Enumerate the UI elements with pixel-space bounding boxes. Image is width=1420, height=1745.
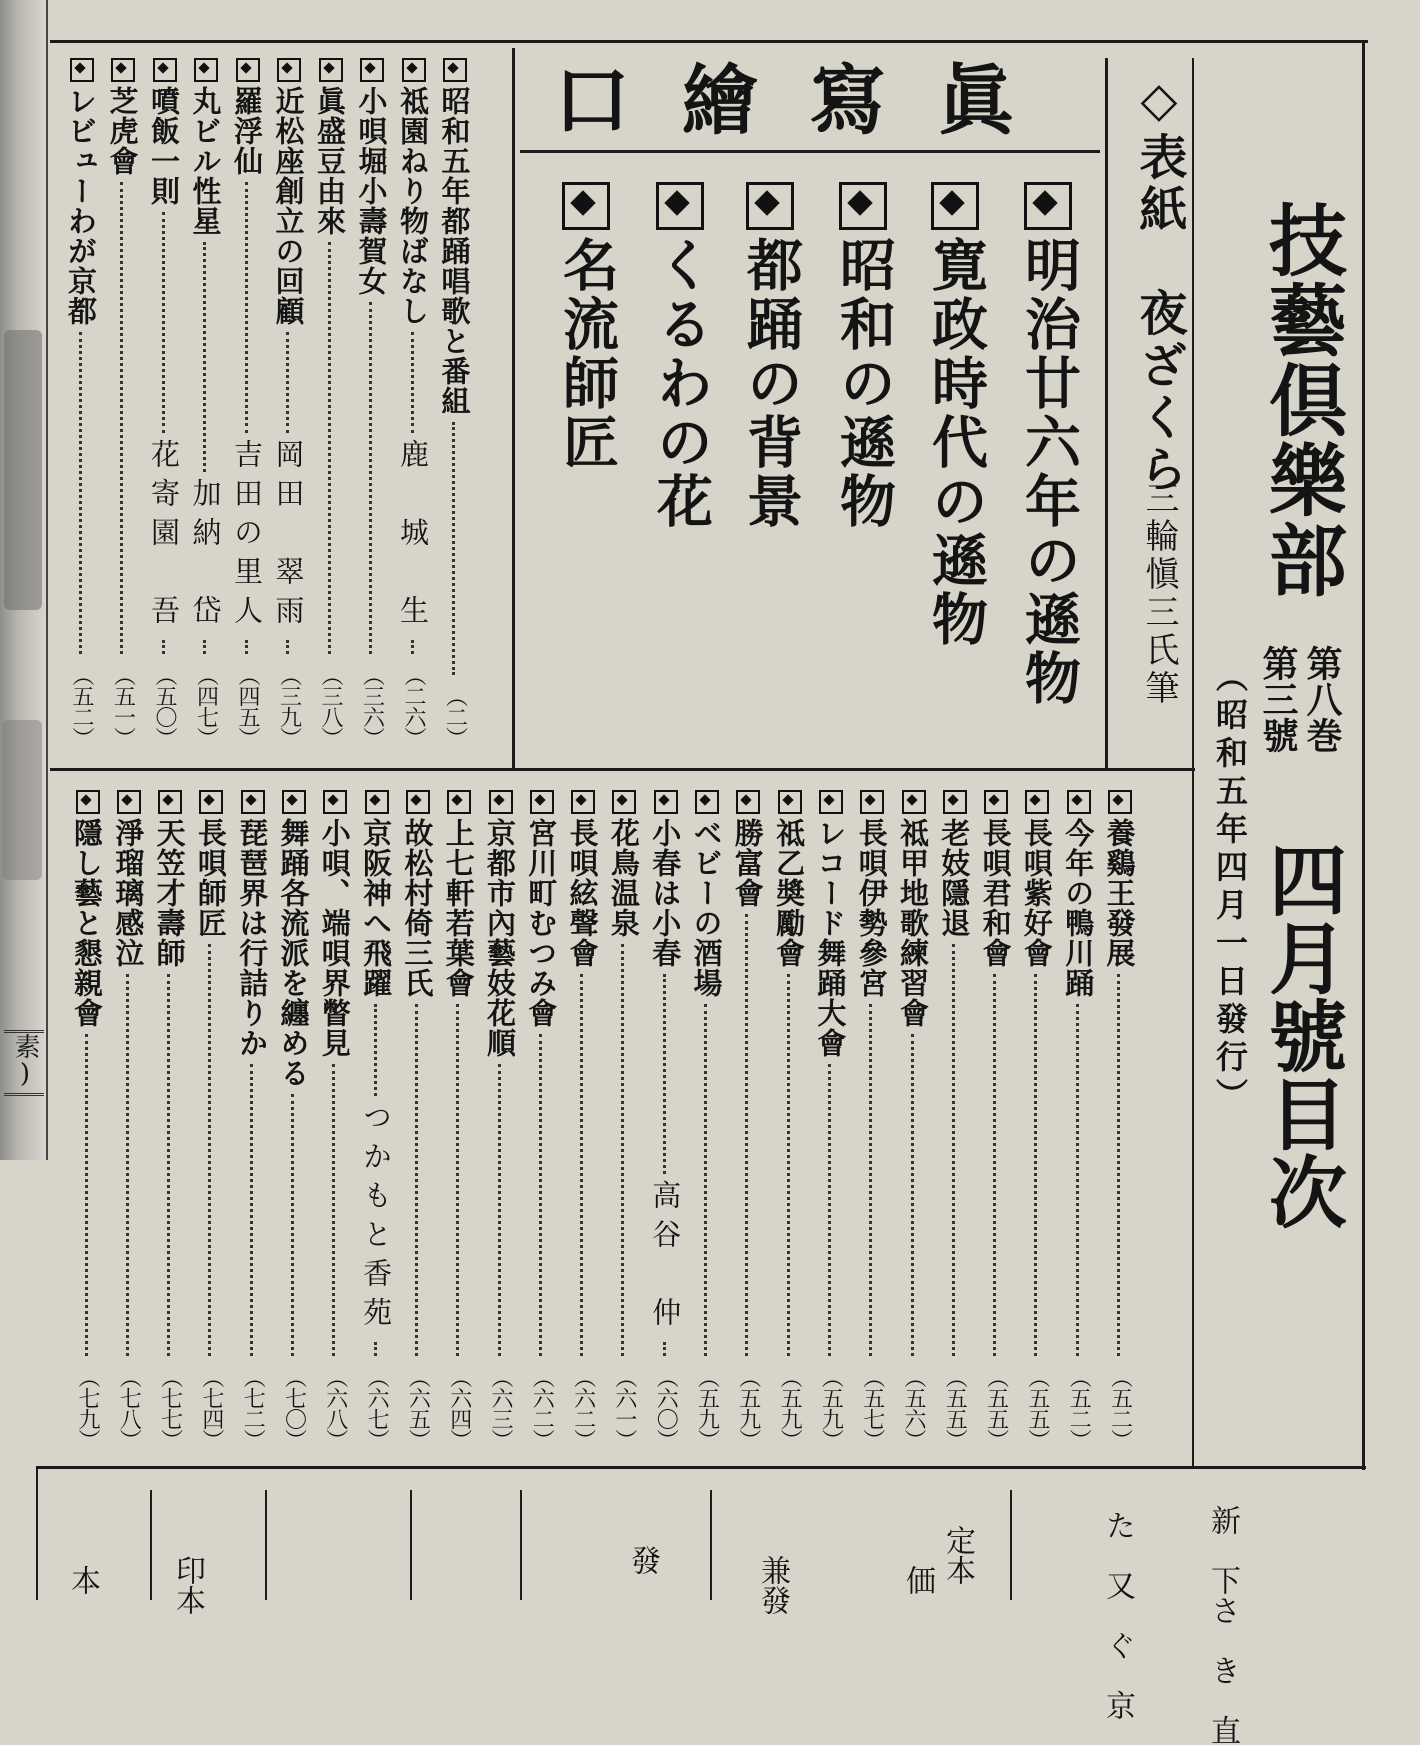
toc-title: 淨瑠璃感泣 <box>111 818 146 968</box>
toc-page-number: （五〇） <box>152 664 177 748</box>
issue-number: 第三號 <box>1257 645 1298 753</box>
leader-dots <box>1034 974 1040 1356</box>
photo-blur-top <box>4 330 42 610</box>
toc-page-number: （六二） <box>529 1366 555 1450</box>
toc-title: 祗園ねり物ばなし <box>396 86 430 326</box>
toc-page-number: （四七） <box>193 664 219 748</box>
leader-dots <box>828 1064 834 1356</box>
toc-page-number: （五二） <box>1107 1366 1133 1450</box>
colophon-price-2: 価 <box>900 1565 935 1595</box>
leader-dots <box>245 182 251 433</box>
diamond-box-icon <box>656 182 704 230</box>
toc-entry[interactable] <box>272 58 306 748</box>
diamond-box-icon <box>819 790 843 814</box>
diamond-box-icon <box>1025 790 1049 814</box>
colophon-notice-2: た 又 ぐ 京 <box>1100 1510 1135 1720</box>
diamond-box-icon <box>736 790 760 814</box>
diamond-box-icon <box>931 182 979 230</box>
diamond-box-icon <box>406 790 430 814</box>
diamond-box-icon <box>241 790 265 814</box>
diamond-box-icon <box>360 58 384 82</box>
diamond-box-icon <box>839 182 887 230</box>
colophon-divider-1 <box>1010 1490 1012 1600</box>
diamond-box-icon <box>199 790 223 814</box>
toc-title: 宮川町むつみ會 <box>524 818 559 1028</box>
toc-entry[interactable] <box>484 790 518 1450</box>
kuchie-divider <box>512 48 515 768</box>
toc-title: 羅浮仙 <box>230 86 264 176</box>
toc-page-number: （七九） <box>75 1366 100 1450</box>
toc-page-number: （七八） <box>116 1366 142 1450</box>
toc-page-number: （五九） <box>694 1366 720 1450</box>
diamond-box-icon <box>111 58 135 82</box>
kuchie-item-label: 明治廿六年の遜物 <box>1016 236 1081 708</box>
diamond-box-icon <box>277 58 301 82</box>
toc-title: 上七軒若葉會 <box>441 818 476 998</box>
toc-title: 芝虎會 <box>105 86 140 176</box>
toc-entry[interactable] <box>355 58 389 748</box>
leader-dots <box>374 1004 380 1096</box>
toc-title: 故松村倚三氏 <box>400 818 435 998</box>
toc-title: 祗甲地歌練習會 <box>896 818 930 1028</box>
publication-date: （昭和五年四月一日發行） <box>1211 660 1249 1116</box>
volume-info <box>1255 645 1343 860</box>
toc-author: 花寄園 吾 <box>147 439 181 634</box>
diamond-box-icon <box>158 790 182 814</box>
leader-dots <box>85 1034 91 1356</box>
toc-entry[interactable] <box>153 790 187 1450</box>
toc-title: 隱し藝と懇親會 <box>70 818 104 1028</box>
toc-author: 鹿 城 生 <box>396 439 430 634</box>
leader-dots <box>787 974 793 1356</box>
diamond-box-icon <box>1024 182 1072 230</box>
toc-title: 小唄、端唄界瞥見 <box>317 818 352 1058</box>
toc-entry[interactable] <box>314 58 348 748</box>
toc-title: 京阪神へ飛躍 <box>359 818 394 998</box>
leader-dots <box>539 1034 545 1356</box>
diamond-box-icon <box>860 790 884 814</box>
diamond-box-icon <box>282 790 306 814</box>
kuchie-item <box>730 182 810 531</box>
colophon-divider-3 <box>520 1490 522 1600</box>
photo-caption: 素) <box>4 1030 44 1096</box>
diamond-box-icon <box>778 790 802 814</box>
kuchie-item <box>640 182 720 531</box>
diamond-box-icon <box>70 58 94 82</box>
toc-entry[interactable] <box>71 790 105 1450</box>
toc-title: 天笠才壽師 <box>152 818 187 968</box>
toc-title: 琵琶界は行詰りか <box>235 818 270 1058</box>
toc-title: 勝富會 <box>730 818 765 908</box>
diamond-box-icon <box>1108 790 1132 814</box>
toc-page-number: （五二） <box>1066 1366 1092 1450</box>
toc-entry[interactable] <box>566 790 600 1450</box>
toc-page-number: （七四） <box>198 1366 224 1450</box>
diamond-box-icon <box>530 790 554 814</box>
toc-title: 昭和五年都踊唱歌と番組 <box>437 86 472 416</box>
toc-page-number: （六三） <box>488 1366 513 1450</box>
toc-page-number: （五六） <box>901 1366 926 1450</box>
toc-title: 長唄君和會 <box>978 818 1013 968</box>
leader-dots <box>452 422 458 675</box>
section-divider <box>50 768 1195 771</box>
toc-entry[interactable] <box>938 790 972 1450</box>
toc-page-number: （四五） <box>235 664 260 748</box>
toc-entry[interactable] <box>277 790 311 1450</box>
colophon-printer: 印本 <box>170 1555 205 1615</box>
toc-entry[interactable] <box>1103 790 1137 1450</box>
toc-page-number: （七〇） <box>281 1366 307 1450</box>
diamond-box-icon <box>943 790 967 814</box>
colophon-divider-2 <box>710 1490 712 1600</box>
toc-title: 近松座創立の回顧 <box>271 86 306 326</box>
colophon-notice: 新 下さ き 直 <box>1205 1505 1240 1745</box>
toc-page-number: （五九） <box>818 1366 844 1450</box>
toc-entry[interactable] <box>318 790 352 1450</box>
colophon-top <box>36 1466 1366 1469</box>
toc-page-number: （六五） <box>405 1366 431 1450</box>
toc-entry[interactable] <box>525 790 559 1450</box>
toc-author: 岡田 翠雨 <box>271 439 306 634</box>
leader-dots <box>1117 974 1123 1356</box>
toc-title: ベビーの酒場 <box>689 818 724 998</box>
leader-dots <box>869 1004 875 1356</box>
colophon-left-edge <box>36 1466 38 1600</box>
adjacent-photo-strip <box>0 0 48 1160</box>
toc-title: 祗乙奬勵會 <box>772 818 807 968</box>
toc-page-number: （五九） <box>777 1366 803 1450</box>
kuchie-item-label: 寛政時代の遜物 <box>923 236 988 649</box>
leader-dots <box>203 242 209 472</box>
magazine-title: 技藝倶樂部 <box>1256 200 1346 600</box>
leader-dots <box>374 1342 380 1356</box>
toc-page-number: （六一） <box>611 1366 637 1450</box>
toc-title: 長唄師匠 <box>193 818 228 938</box>
volume-number: 第八巻 <box>1301 645 1342 753</box>
toc-entry[interactable] <box>1020 790 1054 1450</box>
diamond-box-icon <box>402 58 426 82</box>
kuchie-item <box>823 182 903 531</box>
leader-dots <box>456 1004 462 1356</box>
leader-dots <box>291 1094 297 1356</box>
leader-dots <box>498 1064 504 1356</box>
toc-page-number: （六七） <box>364 1366 390 1450</box>
toc-page-number: （五五） <box>983 1366 1009 1450</box>
leader-dots <box>369 302 375 654</box>
toc-title: 噴飯一則 <box>147 86 181 206</box>
toc-page-number: （六〇） <box>653 1366 679 1450</box>
leader-dots <box>704 1004 710 1356</box>
colophon-divider-6 <box>150 1490 152 1600</box>
toc-page-number: （二六） <box>401 664 426 748</box>
leader-dots <box>286 332 292 433</box>
photo-blur-bottom <box>2 720 42 880</box>
leader-dots <box>208 944 214 1356</box>
toc-title: 今年の鴨川踊 <box>1061 818 1096 998</box>
toc-title: 花鳥温泉 <box>606 818 641 938</box>
kuchie-item <box>546 182 626 472</box>
diamond-box-icon <box>489 790 513 814</box>
kuchie-item <box>915 182 995 649</box>
toc-entry[interactable] <box>194 790 228 1450</box>
toc-title: 長唄伊勢參宮 <box>854 818 889 998</box>
toc-entry[interactable] <box>649 790 683 1450</box>
leader-dots <box>411 640 417 654</box>
diamond-box-icon <box>443 58 467 82</box>
toc-entry[interactable] <box>442 790 476 1450</box>
toc-page-number: （三九） <box>276 664 302 748</box>
toc-entry[interactable] <box>438 58 472 748</box>
diamond-box-icon <box>194 58 218 82</box>
diamond-box-icon <box>984 790 1008 814</box>
leader-dots <box>415 1004 421 1356</box>
issue-title: 四月號目次 <box>1256 840 1346 1230</box>
toc-entry[interactable] <box>148 58 182 748</box>
toc-page-number: （五九） <box>735 1366 761 1450</box>
leader-dots <box>328 242 334 654</box>
toc-title: 長唄紫好會 <box>1019 818 1054 968</box>
diamond-box-icon <box>447 790 471 814</box>
diamond-box-icon <box>562 182 610 230</box>
diamond-box-icon <box>319 58 343 82</box>
toc-page-number: （五五） <box>1024 1366 1050 1450</box>
toc-entry[interactable] <box>731 790 765 1450</box>
toc-page-number: （六四） <box>446 1366 472 1450</box>
colophon-main: 本 <box>65 1565 100 1595</box>
toc-entry[interactable] <box>397 58 431 748</box>
toc-page-number: （五二） <box>69 664 94 748</box>
kuchie-item-label: 都踊の背景 <box>738 236 803 531</box>
leader-dots <box>250 1064 256 1356</box>
diamond-box-icon <box>236 58 260 82</box>
toc-title: 養鷄王發展 <box>1102 818 1137 968</box>
toc-author: つかもと香苑 <box>359 1102 394 1336</box>
diamond-box-icon <box>365 790 389 814</box>
toc-title: 眞盛豆由來 <box>313 86 347 236</box>
kuchie-item-label: くるわの花 <box>648 236 713 531</box>
toc-page-number: （五一） <box>110 664 136 748</box>
toc-title: 小唄堀小壽賀女 <box>354 86 389 296</box>
toc-entry[interactable] <box>1062 790 1096 1450</box>
toc-entry[interactable] <box>65 58 99 748</box>
colophon-divider-4 <box>410 1490 412 1600</box>
diamond-box-icon <box>902 790 926 814</box>
toc-page-number: （五五） <box>942 1366 968 1450</box>
frame-right <box>1362 40 1365 1470</box>
leader-dots <box>663 974 669 1174</box>
leader-dots <box>203 640 209 654</box>
toc-page-number: （三八） <box>318 664 343 748</box>
toc-entry[interactable] <box>690 790 724 1450</box>
leader-dots <box>911 1034 917 1356</box>
leader-dots <box>993 974 999 1356</box>
toc-entry[interactable] <box>607 790 641 1450</box>
diamond-box-icon <box>323 790 347 814</box>
kuchie-item <box>1008 182 1088 708</box>
cover-author: 三輪愼三氏筆 <box>1139 480 1179 708</box>
toc-title: 長唄絃聲會 <box>565 818 600 968</box>
toc-author: 高谷 仲 <box>648 1180 683 1336</box>
leader-dots <box>286 640 292 654</box>
colophon-issuer: 發 <box>625 1545 660 1575</box>
toc-entry[interactable] <box>401 790 435 1450</box>
kuchie-item-label: 昭和の遜物 <box>831 236 896 531</box>
toc-entry[interactable] <box>773 790 807 1450</box>
toc-title: 京都市內藝妓花順 <box>483 818 517 1058</box>
toc-title: 丸ビル性星 <box>188 86 223 236</box>
toc-entry[interactable] <box>814 790 848 1450</box>
kuchie-item-label: 名流師匠 <box>554 236 619 472</box>
diamond-box-icon <box>612 790 636 814</box>
cover-divider <box>1105 58 1108 768</box>
leader-dots <box>167 974 173 1356</box>
toc-author: 加納 岱 <box>188 478 223 634</box>
leader-dots <box>663 1342 669 1356</box>
toc-page-number: （二） <box>442 685 468 748</box>
diamond-box-icon <box>746 182 794 230</box>
toc-page-number: （五七） <box>859 1366 885 1450</box>
toc-entry[interactable] <box>855 790 889 1450</box>
toc-page-number: （三六） <box>359 664 385 748</box>
toc-author: 吉田の里人 <box>230 439 264 634</box>
diamond-box-icon <box>1067 790 1091 814</box>
toc-page-number: （七二） <box>240 1366 266 1450</box>
toc-entry[interactable] <box>360 790 394 1450</box>
toc-title: レコード舞踊大會 <box>813 818 848 1058</box>
toc-entry[interactable] <box>106 58 140 748</box>
diamond-box-icon <box>654 790 678 814</box>
leader-dots <box>1076 1004 1082 1356</box>
toc-title: 舞踊各流派を纏める <box>276 818 311 1088</box>
leader-dots <box>621 944 627 1356</box>
colophon-publisher: 兼發 <box>755 1555 790 1615</box>
cover-title: ◇表紙 夜ざくら <box>1131 72 1187 496</box>
leader-dots <box>162 212 168 433</box>
leader-dots <box>120 182 126 654</box>
toc-entry[interactable] <box>979 790 1013 1450</box>
frame-top <box>50 40 1368 43</box>
leader-dots <box>79 332 85 654</box>
toc-entry[interactable] <box>231 58 265 748</box>
toc-entry[interactable] <box>236 790 270 1450</box>
leader-dots <box>126 974 132 1356</box>
toc-title: 老妓隱退 <box>937 818 972 938</box>
diamond-box-icon <box>76 790 100 814</box>
toc-entry[interactable] <box>897 790 931 1450</box>
leader-dots <box>162 640 168 654</box>
toc-page-number: （六二） <box>570 1366 596 1450</box>
leader-dots <box>580 974 586 1356</box>
diamond-box-icon <box>153 58 177 82</box>
kuchie-header: 口繪寫眞 <box>520 52 1100 153</box>
colophon-price: 定本 <box>940 1525 975 1585</box>
leader-dots <box>745 914 751 1356</box>
leader-dots <box>411 332 417 433</box>
toc-page-number: （七七） <box>157 1366 183 1450</box>
toc-title: レビューわが京都 <box>64 86 98 326</box>
diamond-box-icon <box>117 790 141 814</box>
colophon-divider-5 <box>265 1490 267 1600</box>
toc-title: 小春は小春 <box>648 818 683 968</box>
leader-dots <box>332 1064 338 1356</box>
toc-page-number: （六八） <box>322 1366 348 1450</box>
diamond-box-icon <box>571 790 595 814</box>
leader-dots <box>952 944 958 1356</box>
leader-dots <box>245 640 251 654</box>
toc-entry[interactable] <box>189 58 223 748</box>
toc-entry[interactable] <box>112 790 146 1450</box>
diamond-box-icon <box>695 790 719 814</box>
